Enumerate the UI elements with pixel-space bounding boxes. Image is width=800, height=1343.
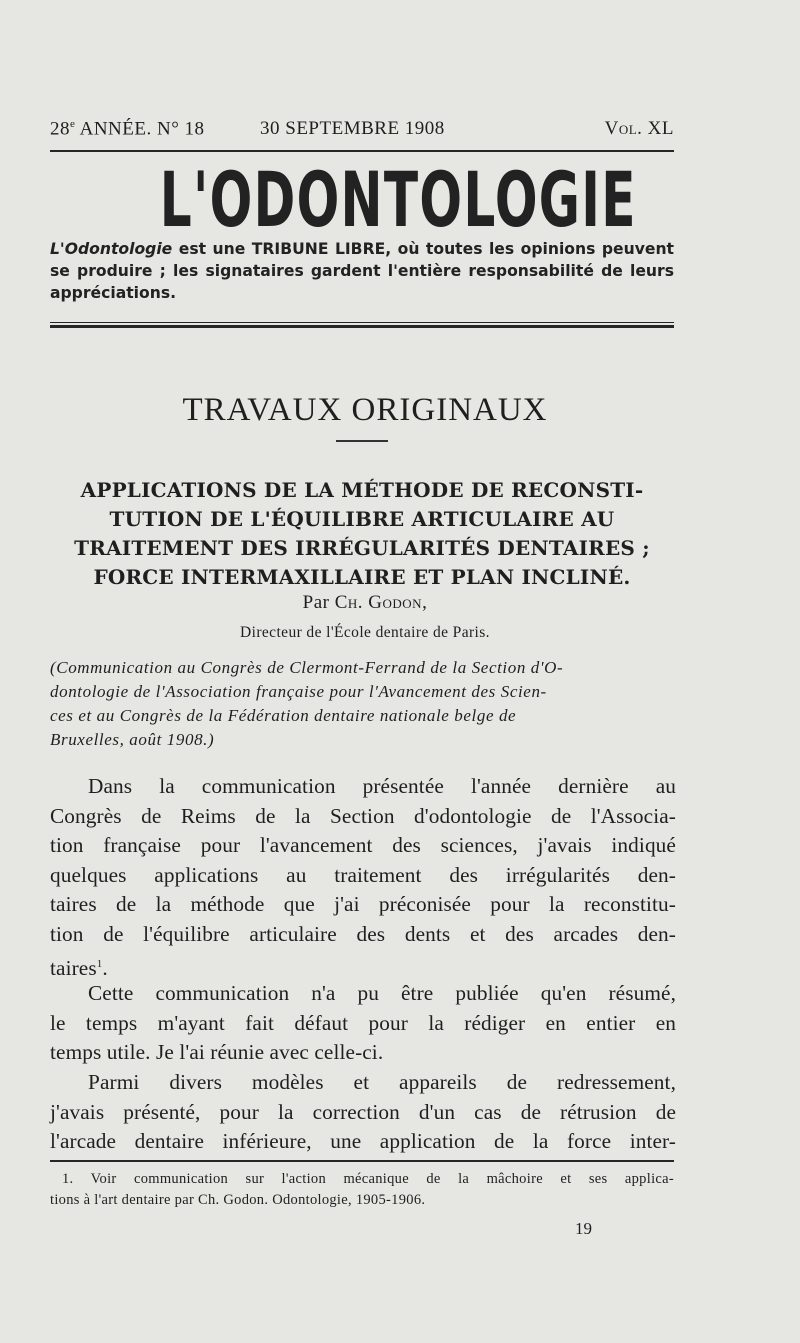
double-rule-top <box>50 322 674 323</box>
body-line: taires de la méthode que j'ai préconisée pour la reconstitu- <box>50 892 676 917</box>
footnote-reference[interactable]: 1 <box>96 957 103 970</box>
volume-number: Vol. XL <box>604 118 674 139</box>
double-rule-bottom <box>50 325 674 328</box>
section-divider <box>336 440 388 442</box>
body-line: tion de l'équilibre articulaire des dents et des arcades den- <box>50 921 676 946</box>
header-rule <box>50 150 674 152</box>
communication-note <box>50 656 674 752</box>
editorial-notice <box>50 238 674 304</box>
title-line: TRAITEMENT DES IRRÉGULARITÉS DENTAIRES ; <box>74 536 650 560</box>
section-heading: TRAVAUX ORIGINAUX <box>182 392 548 428</box>
communication-line: (Communication au Congrès de Clermont-Ferrand de la Section d'O- <box>50 658 564 677</box>
issue-info <box>50 118 205 140</box>
author-name: Ch. Godon, <box>334 592 428 613</box>
title-line: TUTION DE L'ÉQUILIBRE ARTICULAIRE AU <box>109 507 615 531</box>
article-title <box>46 476 678 592</box>
communication-line: Bruxelles, août 1908.) <box>50 730 215 749</box>
article-author <box>0 592 730 614</box>
year-number: 28 <box>50 118 70 140</box>
journal-title: L'ODONTOLOGIE <box>159 155 637 244</box>
body-line: temps utile. Je l'ai réunie avec celle-ci. <box>50 1040 384 1065</box>
body-line: le temps m'ayant fait défaut pour la rédiger en entier en <box>50 1010 676 1035</box>
communication-line: dontologie de l'Association française pour l'Avancement des Scien- <box>50 682 547 701</box>
article-body <box>50 772 676 1157</box>
footnote-line: 1. Voir communication sur l'action mécanique de la mâchoire et ses applica- <box>62 1171 674 1187</box>
notice-journal-name: L'Odontologie <box>50 240 173 258</box>
body-line: Congrès de Reims de la Section d'odontologie de l'Associa- <box>50 803 676 828</box>
footnote <box>50 1169 674 1211</box>
body-line: Cette communication n'a pu être publiée qu'en résumé, <box>88 981 676 1006</box>
body-line: quelques applications au traitement des irrégularités den- <box>50 862 676 887</box>
notice-text: est une TRIBUNE LIBRE, où toutes les opinions peuvent se produire ; les signataires gardent l'entière responsabilité de leurs appréciations. <box>50 240 674 302</box>
communication-line: ces et au Congrès de la Fédération dentaire nationale belge de <box>50 706 517 725</box>
body-line: Dans la communication présentée l'année dernière au <box>88 774 676 798</box>
issue-date: 30 SEPTEMBRE 1908 <box>260 118 445 139</box>
page-number: 19 <box>575 1219 592 1238</box>
author-affiliation: Directeur de l'École dentaire de Paris. <box>240 624 490 641</box>
body-line: Parmi divers modèles et appareils de redressement, <box>88 1069 676 1094</box>
body-line: tion française pour l'avancement des sciences, j'avais indiqué <box>50 833 676 858</box>
footnote-rule <box>50 1160 674 1162</box>
author-prefix: Par <box>302 592 330 613</box>
body-line: l'arcade dentaire inférieure, une application de la force inter- <box>50 1129 676 1154</box>
issue-number: N° 18 <box>156 118 205 140</box>
title-line: APPLICATIONS DE LA MÉTHODE DE RECONSTI- <box>80 478 644 502</box>
year-label: ANNÉE. <box>79 118 152 140</box>
body-line: taires$^1$. <box>50 955 108 980</box>
title-line: FORCE INTERMAXILLAIRE ET PLAN INCLINÉ. <box>93 565 631 589</box>
body-line: j'avais présenté, pour la correction d'un cas de rétrusion de <box>50 1099 676 1124</box>
footnote-line: tions à l'art dentaire par Ch. Godon. Odontologie, 1905-1906. <box>50 1192 426 1208</box>
year-suffix: e <box>70 118 76 130</box>
